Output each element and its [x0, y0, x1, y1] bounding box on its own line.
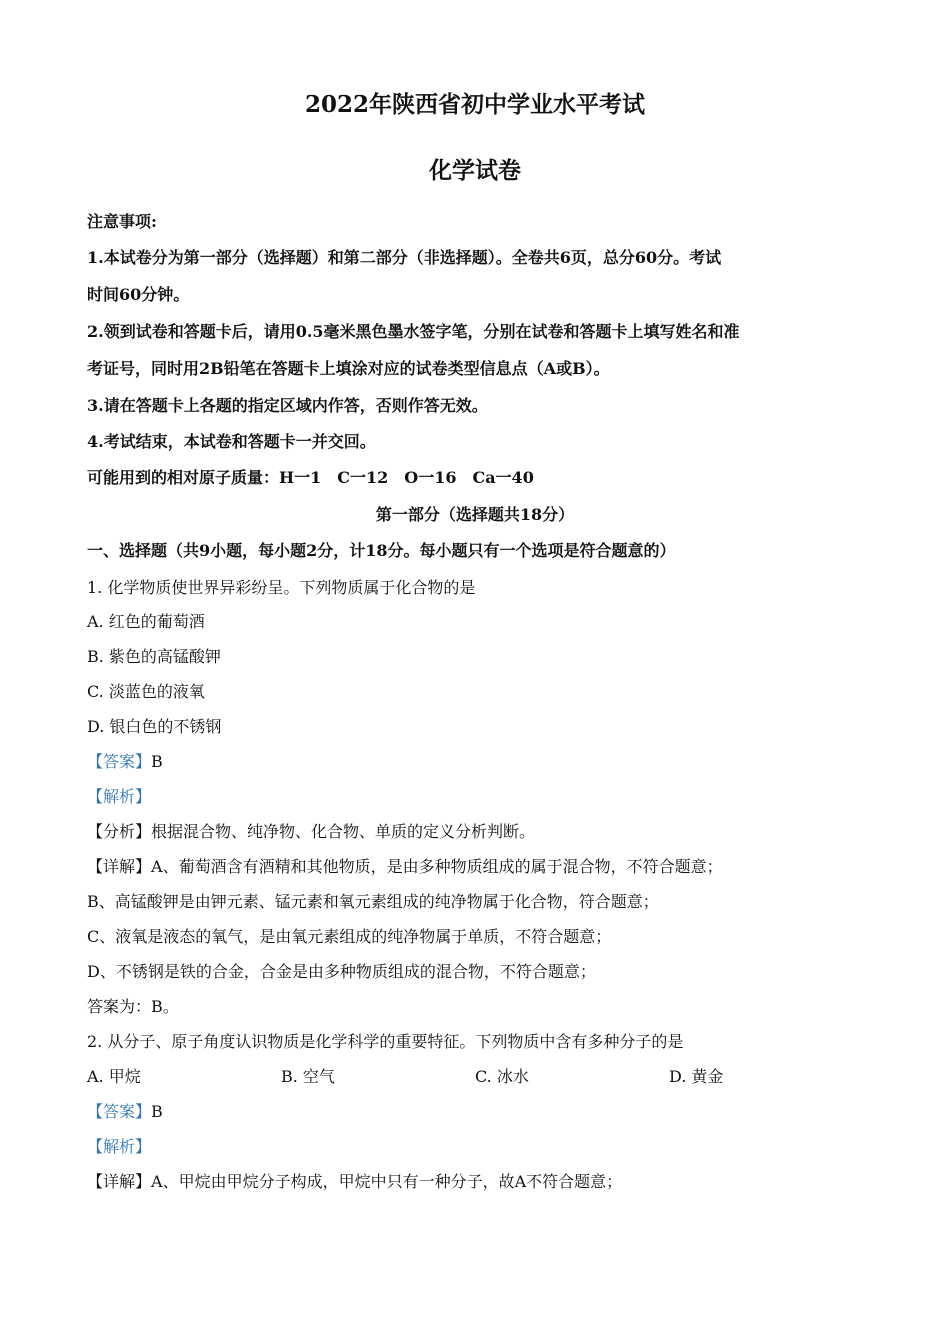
- question-2-stem: 2. 从分子、原子角度认识物质是化学科学的重要特征。下列物质中含有多种分子的是: [87, 1032, 684, 1051]
- exam-subtitle: 化学试卷: [429, 157, 521, 184]
- detail-tag: 【详解】: [87, 1172, 152, 1191]
- answer-value: B: [151, 1102, 163, 1121]
- analysis-tag: 【解析】: [87, 787, 152, 806]
- question-1-detail-c: C、液氧是液态的氧气，是由氧元素组成的纯净物属于单质，不符合题意；: [87, 927, 612, 946]
- question-2-option-d: D. 黄金: [669, 1067, 724, 1086]
- fenxi-text: 根据混合物、纯净物、化合物、单质的定义分析判断。: [151, 822, 536, 841]
- question-2-answer: [87, 1101, 163, 1123]
- answer-value: B: [151, 752, 163, 771]
- question-1-option-c: C. 淡蓝色的液氧: [87, 682, 205, 701]
- question-1-answer: [87, 751, 163, 773]
- question-1-fenxi: [87, 821, 535, 843]
- section-heading: 一、选择题（共9小题，每小题2分，计18分。每小题只有一个选项是符合题意的）: [87, 541, 676, 560]
- question-1-detail-b: B、高锰酸钾是由钾元素、锰元素和氧元素组成的纯净物属于化合物，符合题意；: [87, 892, 659, 911]
- question-2-analysis-tag: [87, 1136, 151, 1158]
- question-1-option-a: A. 红色的葡萄酒: [87, 612, 205, 631]
- question-2-option-c: C. 冰水: [475, 1067, 529, 1086]
- question-1-option-d: D. 银白色的不锈钢: [87, 717, 222, 736]
- notice-item-4: 4.考试结束，本试卷和答题卡一并交回。: [87, 432, 376, 451]
- question-1-analysis-tag: [87, 786, 151, 808]
- answer-tag: 【答案】: [87, 1102, 152, 1121]
- notice-item-2-line-2: 考证号，同时用2B铅笔在答题卡上填涂对应的试卷类型信息点（A或B）。: [87, 359, 610, 378]
- detail-tag: 【详解】: [87, 857, 152, 876]
- question-1-detail-d: D、不锈钢是铁的合金，合金是由多种物质组成的混合物，不符合题意；: [87, 962, 596, 981]
- question-1-stem: 1. 化学物质使世界异彩纷呈。下列物质属于化合物的是: [87, 578, 476, 597]
- question-2-detail-a: [87, 1171, 622, 1193]
- answer-tag: 【答案】: [87, 752, 152, 771]
- notice-item-3: 3.请在答题卡上各题的指定区域内作答，否则作答无效。: [87, 396, 488, 415]
- question-1-detail-a: [87, 856, 723, 878]
- part-1-heading: 第一部分（选择题共18分）: [375, 505, 575, 524]
- notice-item-2-line-1: 2.领到试卷和答题卡后，请用0.5毫米黑色墨水签字笔，分别在试卷和答题卡上填写姓名和准: [87, 322, 740, 341]
- question-1-conclusion: 答案为：B。: [87, 997, 179, 1016]
- notice-heading: 注意事项:: [87, 212, 157, 231]
- fenxi-tag: 【分析】: [87, 822, 152, 841]
- notice-item-1-line-2: 时间60分钟。: [87, 285, 190, 304]
- notice-item-1-line-1: 1.本试卷分为第一部分（选择题）和第二部分（非选择题）。全卷共6页，总分60分。考试: [87, 248, 722, 267]
- analysis-tag: 【解析】: [87, 1137, 152, 1156]
- question-1-option-b: B. 紫色的高锰酸钾: [87, 647, 221, 666]
- question-2-option-a: A. 甲烷: [87, 1067, 141, 1086]
- exam-title: 2022年陕西省初中学业水平考试: [304, 91, 645, 118]
- detail-text: A、甲烷由甲烷分子构成，甲烷中只有一种分子，故A不符合题意；: [151, 1172, 623, 1191]
- question-2-option-b: B. 空气: [281, 1067, 335, 1086]
- atomic-masses: 可能用到的相对原子质量：H一1 C一12 O一16 Ca一40: [87, 468, 534, 487]
- detail-text: A、葡萄酒含有酒精和其他物质，是由多种物质组成的属于混合物，不符合题意；: [151, 857, 723, 876]
